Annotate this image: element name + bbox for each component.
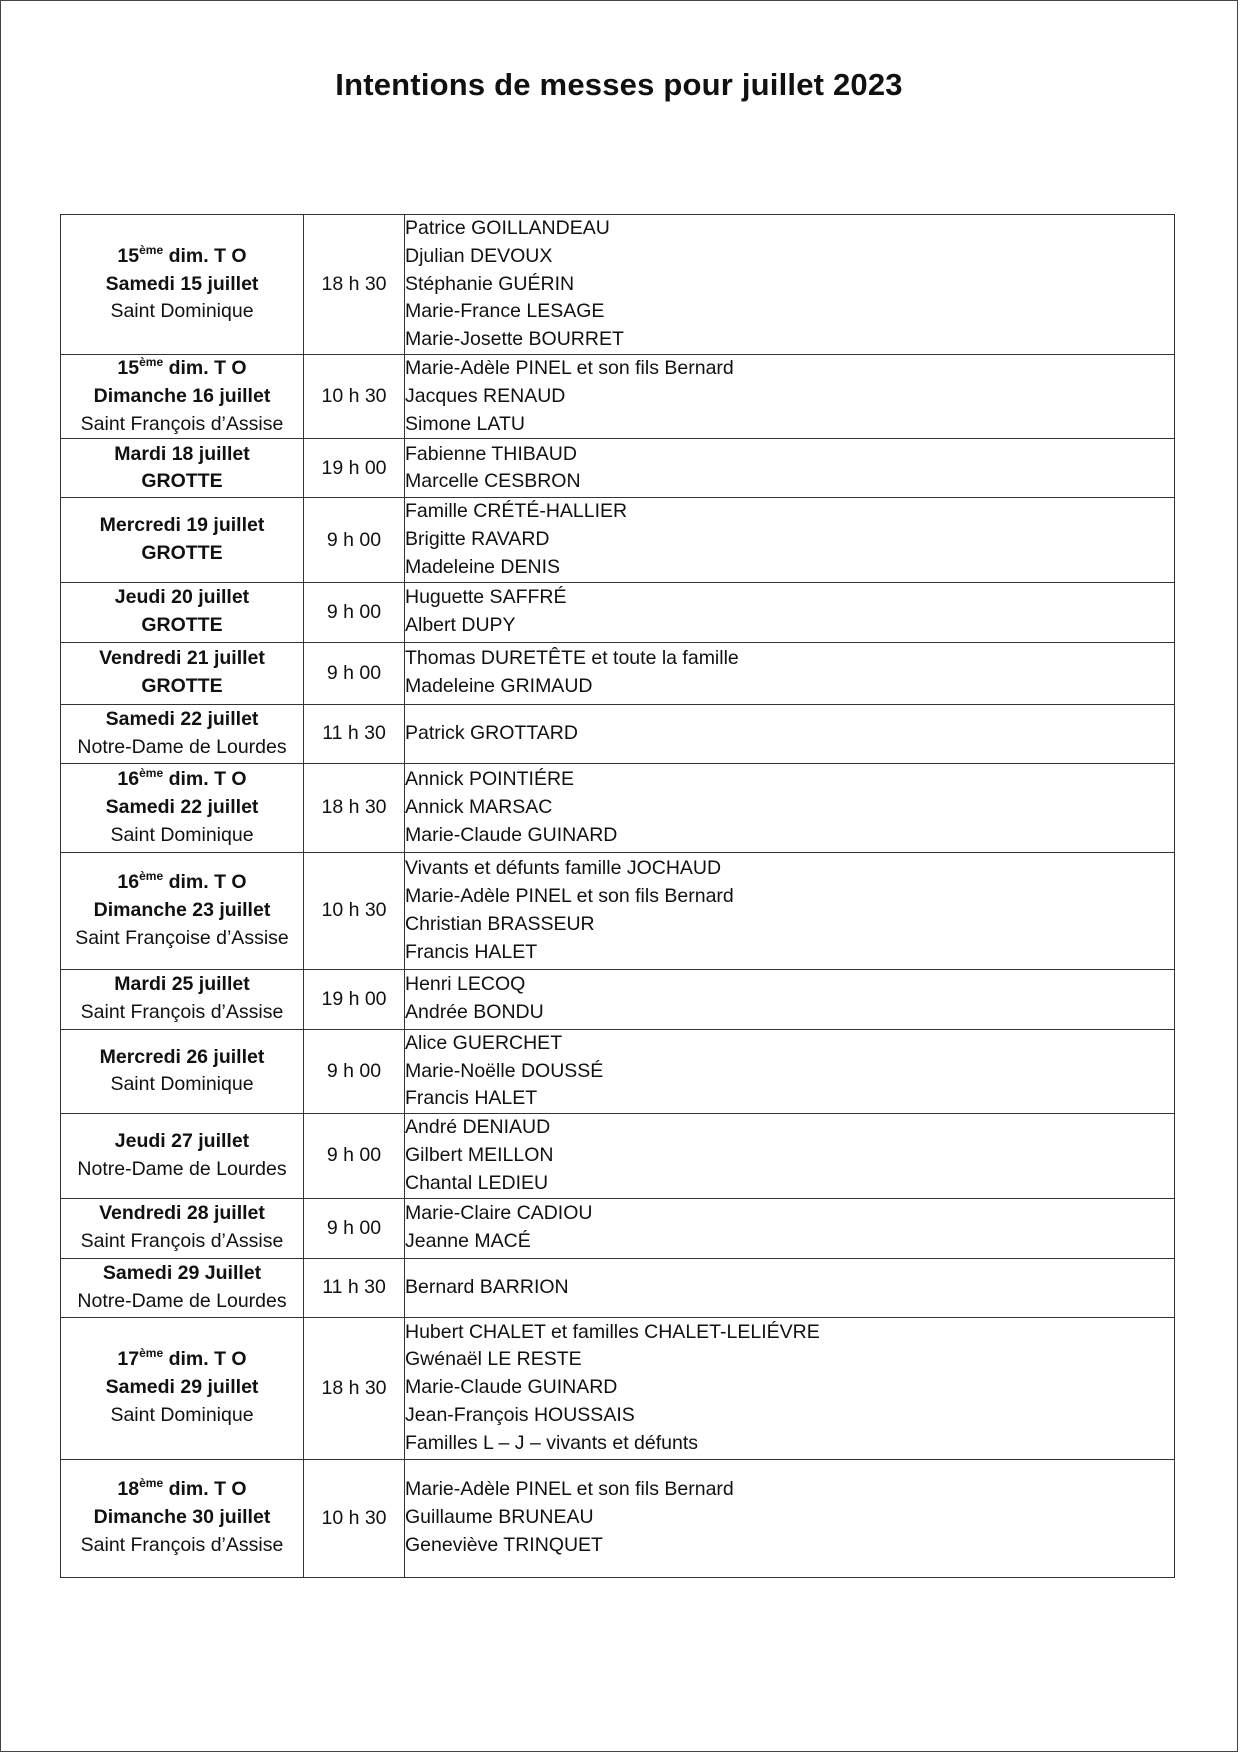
table-row [61,852,1175,969]
mass-day: Samedi 22 juillet [105,795,259,818]
date-place-cell [61,498,304,582]
sunday-label-text: dim. T O [163,357,247,379]
sunday-number: 18 [117,1478,140,1501]
mass-time: 10 h 30 [304,1459,405,1577]
mass-place: Notre-Dame de Lourdes [77,1289,287,1312]
intention-name: Vivants et défunts famille JOCHAUD [405,857,722,880]
sunday-number: 15 [117,244,140,267]
table-row [61,355,1175,439]
intention-name: Fabienne THIBAUD [405,442,577,465]
intention-name: Huguette SAFFRÉ [405,586,567,609]
intention-name: Madeleine DENIS [405,555,560,578]
intention-name: Familles L – J – vivants et défunts [405,1431,698,1454]
intention-name: Gwénaël LE RESTE [405,1348,582,1371]
mass-day: Mardi 18 juillet [114,442,250,465]
mass-place: Notre-Dame de Lourdes [77,735,287,758]
date-place-cell [61,355,304,439]
date-place-cell [61,1114,304,1198]
mass-time: 19 h 00 [304,439,405,498]
intention-name: Marcelle CESBRON [405,470,581,493]
mass-time: 9 h 00 [304,498,405,582]
mass-day: Dimanche 30 juillet [93,1506,271,1529]
intention-name: Christian BRASSEUR [405,912,595,935]
date-place-cell [61,1198,304,1258]
sunday-number: 16 [117,871,140,894]
mass-place: Saint François d’Assise [80,1001,284,1024]
sunday-number: 16 [117,768,140,791]
table-row [61,1459,1175,1577]
intention-name: Bernard BARRION [405,1275,569,1298]
intentions-cell [405,215,1175,355]
date-place-cell [61,969,304,1029]
mass-place: GROTTE [141,675,223,698]
page-title: Intentions de messes pour juillet 2023 [335,67,903,102]
mass-time: 9 h 00 [304,582,405,642]
mass-day: Samedi 29 Juillet [102,1261,262,1284]
intention-name: Patrice GOILLANDEAU [405,217,610,239]
intentions-cell [405,498,1175,582]
table-row [61,582,1175,642]
date-place-cell [61,1459,304,1577]
mass-place: Saint Dominique [110,1073,254,1096]
intention-name: Henri LECOQ [405,973,526,996]
intention-name: André DENIAUD [405,1116,551,1139]
ordinal-suffix: ème [139,766,164,781]
intention-name: Albert DUPY [405,614,516,637]
intention-name: Guillaume BRUNEAU [405,1506,594,1529]
mass-place: Saint François d’Assise [80,1230,284,1253]
date-place-cell [61,439,304,498]
sunday-label-text: dim. T O [163,768,247,791]
date-place-cell [61,1317,304,1459]
mass-day: Vendredi 21 juillet [99,647,265,670]
intention-name: Gilbert MEILLON [405,1143,554,1166]
intention-name: Hubert CHALET et familles CHALET-LELIÉVRE [405,1320,820,1343]
ordinal-suffix: ème [139,1346,164,1361]
mass-place: Saint Dominique [110,823,254,846]
intentions-cell [405,969,1175,1029]
intentions-cell [405,642,1175,704]
mass-day: Mardi 25 juillet [114,973,250,996]
mass-day: Jeudi 20 juillet [114,586,250,609]
intention-name: Marie-Claude GUINARD [405,823,618,846]
intention-name: Simone LATU [405,412,525,435]
mass-place: GROTTE [141,542,223,565]
mass-day: Samedi 29 juillet [105,1376,259,1399]
mass-time: 10 h 30 [304,852,405,969]
intentions-cell [405,582,1175,642]
intentions-cell [405,1317,1175,1459]
intention-name: Marie-France LESAGE [405,300,605,323]
mass-day: Samedi 15 juillet [105,272,259,295]
intention-name: Stéphanie GUÉRIN [405,272,575,295]
mass-time: 10 h 30 [304,355,405,439]
date-place-cell [61,1258,304,1317]
ordinal-suffix: ème [139,242,164,257]
intention-name: Geneviève TRINQUET [405,1533,603,1556]
intentions-cell [405,1114,1175,1198]
intention-name: Annick MARSAC [405,795,553,818]
table-row [61,1258,1175,1317]
date-place-cell [61,642,304,704]
mass-place: Saint Dominique [110,1403,254,1426]
date-place-cell [61,852,304,969]
mass-time: 18 h 30 [304,763,405,852]
intention-name: Marie-Claire CADIOU [405,1202,593,1225]
liturgical-sunday-label [61,869,303,897]
mass-time: 9 h 00 [304,642,405,704]
date-place-cell [61,763,304,852]
mass-place: Saint Françoise d’Assise [75,926,289,949]
table-row [61,439,1175,498]
intention-name: Chantal LEDIEU [405,1171,549,1194]
table-row [61,763,1175,852]
mass-time: 9 h 00 [304,1029,405,1113]
mass-place: Saint Dominique [110,300,254,323]
liturgical-sunday-label [61,1476,303,1504]
intention-name: Madeleine GRIMAUD [405,675,593,698]
intentions-cell [405,439,1175,498]
table-row [61,1029,1175,1113]
mass-time: 9 h 00 [304,1114,405,1198]
date-place-cell [61,1029,304,1113]
ordinal-suffix: ème [139,1476,164,1491]
date-place-cell [61,582,304,642]
liturgical-sunday-label [61,243,303,271]
mass-time: 11 h 30 [304,704,405,763]
table-row [61,704,1175,763]
intention-name: Marie-Adèle PINEL et son fils Bernard [405,1478,734,1501]
mass-place: Notre-Dame de Lourdes [77,1157,287,1180]
sunday-label-text: dim. T O [163,1348,247,1371]
mass-place: Saint François d’Assise [80,1533,284,1556]
intention-name: Brigitte RAVARD [405,528,550,551]
sunday-label-text: dim. T O [163,244,247,267]
date-place-cell [61,215,304,355]
liturgical-sunday-label [61,355,303,383]
intention-name: Jeanne MACÉ [405,1230,531,1253]
intention-name: Thomas DURETÊTE et toute la famille [405,647,739,670]
mass-intentions-table [60,214,1175,1578]
table-row [61,498,1175,582]
mass-place: GROTTE [141,614,223,637]
table-row [61,215,1175,355]
intention-name: Marie-Adèle PINEL et son fils Bernard [405,357,734,379]
liturgical-sunday-label [61,1346,303,1374]
sunday-label-text: dim. T O [163,871,247,894]
intention-name: Marie-Josette BOURRET [405,328,624,351]
sunday-number: 15 [117,357,140,379]
mass-day: Mercredi 19 juillet [99,514,265,537]
intention-name: Famille CRÉTÉ-HALLIER [405,500,628,523]
mass-time: 18 h 30 [304,215,405,355]
mass-time: 9 h 00 [304,1198,405,1258]
intentions-cell [405,852,1175,969]
intention-name: Marie-Adèle PINEL et son fils Bernard [405,884,734,907]
mass-place: GROTTE [141,470,223,493]
mass-day: Vendredi 28 juillet [99,1202,265,1225]
sunday-number: 17 [117,1348,140,1371]
mass-time: 11 h 30 [304,1258,405,1317]
intention-name: Jacques RENAUD [405,384,566,407]
table-row [61,642,1175,704]
mass-time: 19 h 00 [304,969,405,1029]
intention-name: Annick POINTIÉRE [405,768,575,791]
intention-name: Alice GUERCHET [405,1031,563,1054]
intention-name: Jean-François HOUSSAIS [405,1403,635,1426]
intention-name: Marie-Noëlle DOUSSÉ [405,1059,604,1082]
table-row [61,1114,1175,1198]
mass-day: Jeudi 27 juillet [114,1130,250,1153]
intention-name: Patrick GROTTARD [405,721,578,744]
intention-name: Marie-Claude GUINARD [405,1376,618,1399]
table-row [61,1317,1175,1459]
mass-day: Dimanche 23 juillet [93,898,271,921]
mass-place: Saint François d’Assise [80,412,284,435]
mass-time: 18 h 30 [304,1317,405,1459]
intentions-cell [405,704,1175,763]
intentions-cell [405,1198,1175,1258]
mass-day: Mercredi 26 juillet [99,1045,265,1068]
ordinal-suffix: ème [139,869,164,884]
mass-day: Dimanche 16 juillet [93,384,271,407]
table-row [61,1198,1175,1258]
intention-name: Andrée BONDU [405,1001,544,1024]
intentions-cell [405,1258,1175,1317]
date-place-cell [61,704,304,763]
intention-name: Djulian DEVOUX [405,244,553,267]
ordinal-suffix: ème [139,355,164,369]
sunday-label-text: dim. T O [163,1478,247,1501]
intentions-cell [405,763,1175,852]
intention-name: Francis HALET [405,1087,538,1110]
intention-name: Francis HALET [405,940,538,963]
table-row [61,969,1175,1029]
intentions-cell [405,1459,1175,1577]
intentions-cell [405,355,1175,439]
liturgical-sunday-label [61,766,303,794]
mass-day: Samedi 22 juillet [105,707,259,730]
intentions-cell [405,1029,1175,1113]
